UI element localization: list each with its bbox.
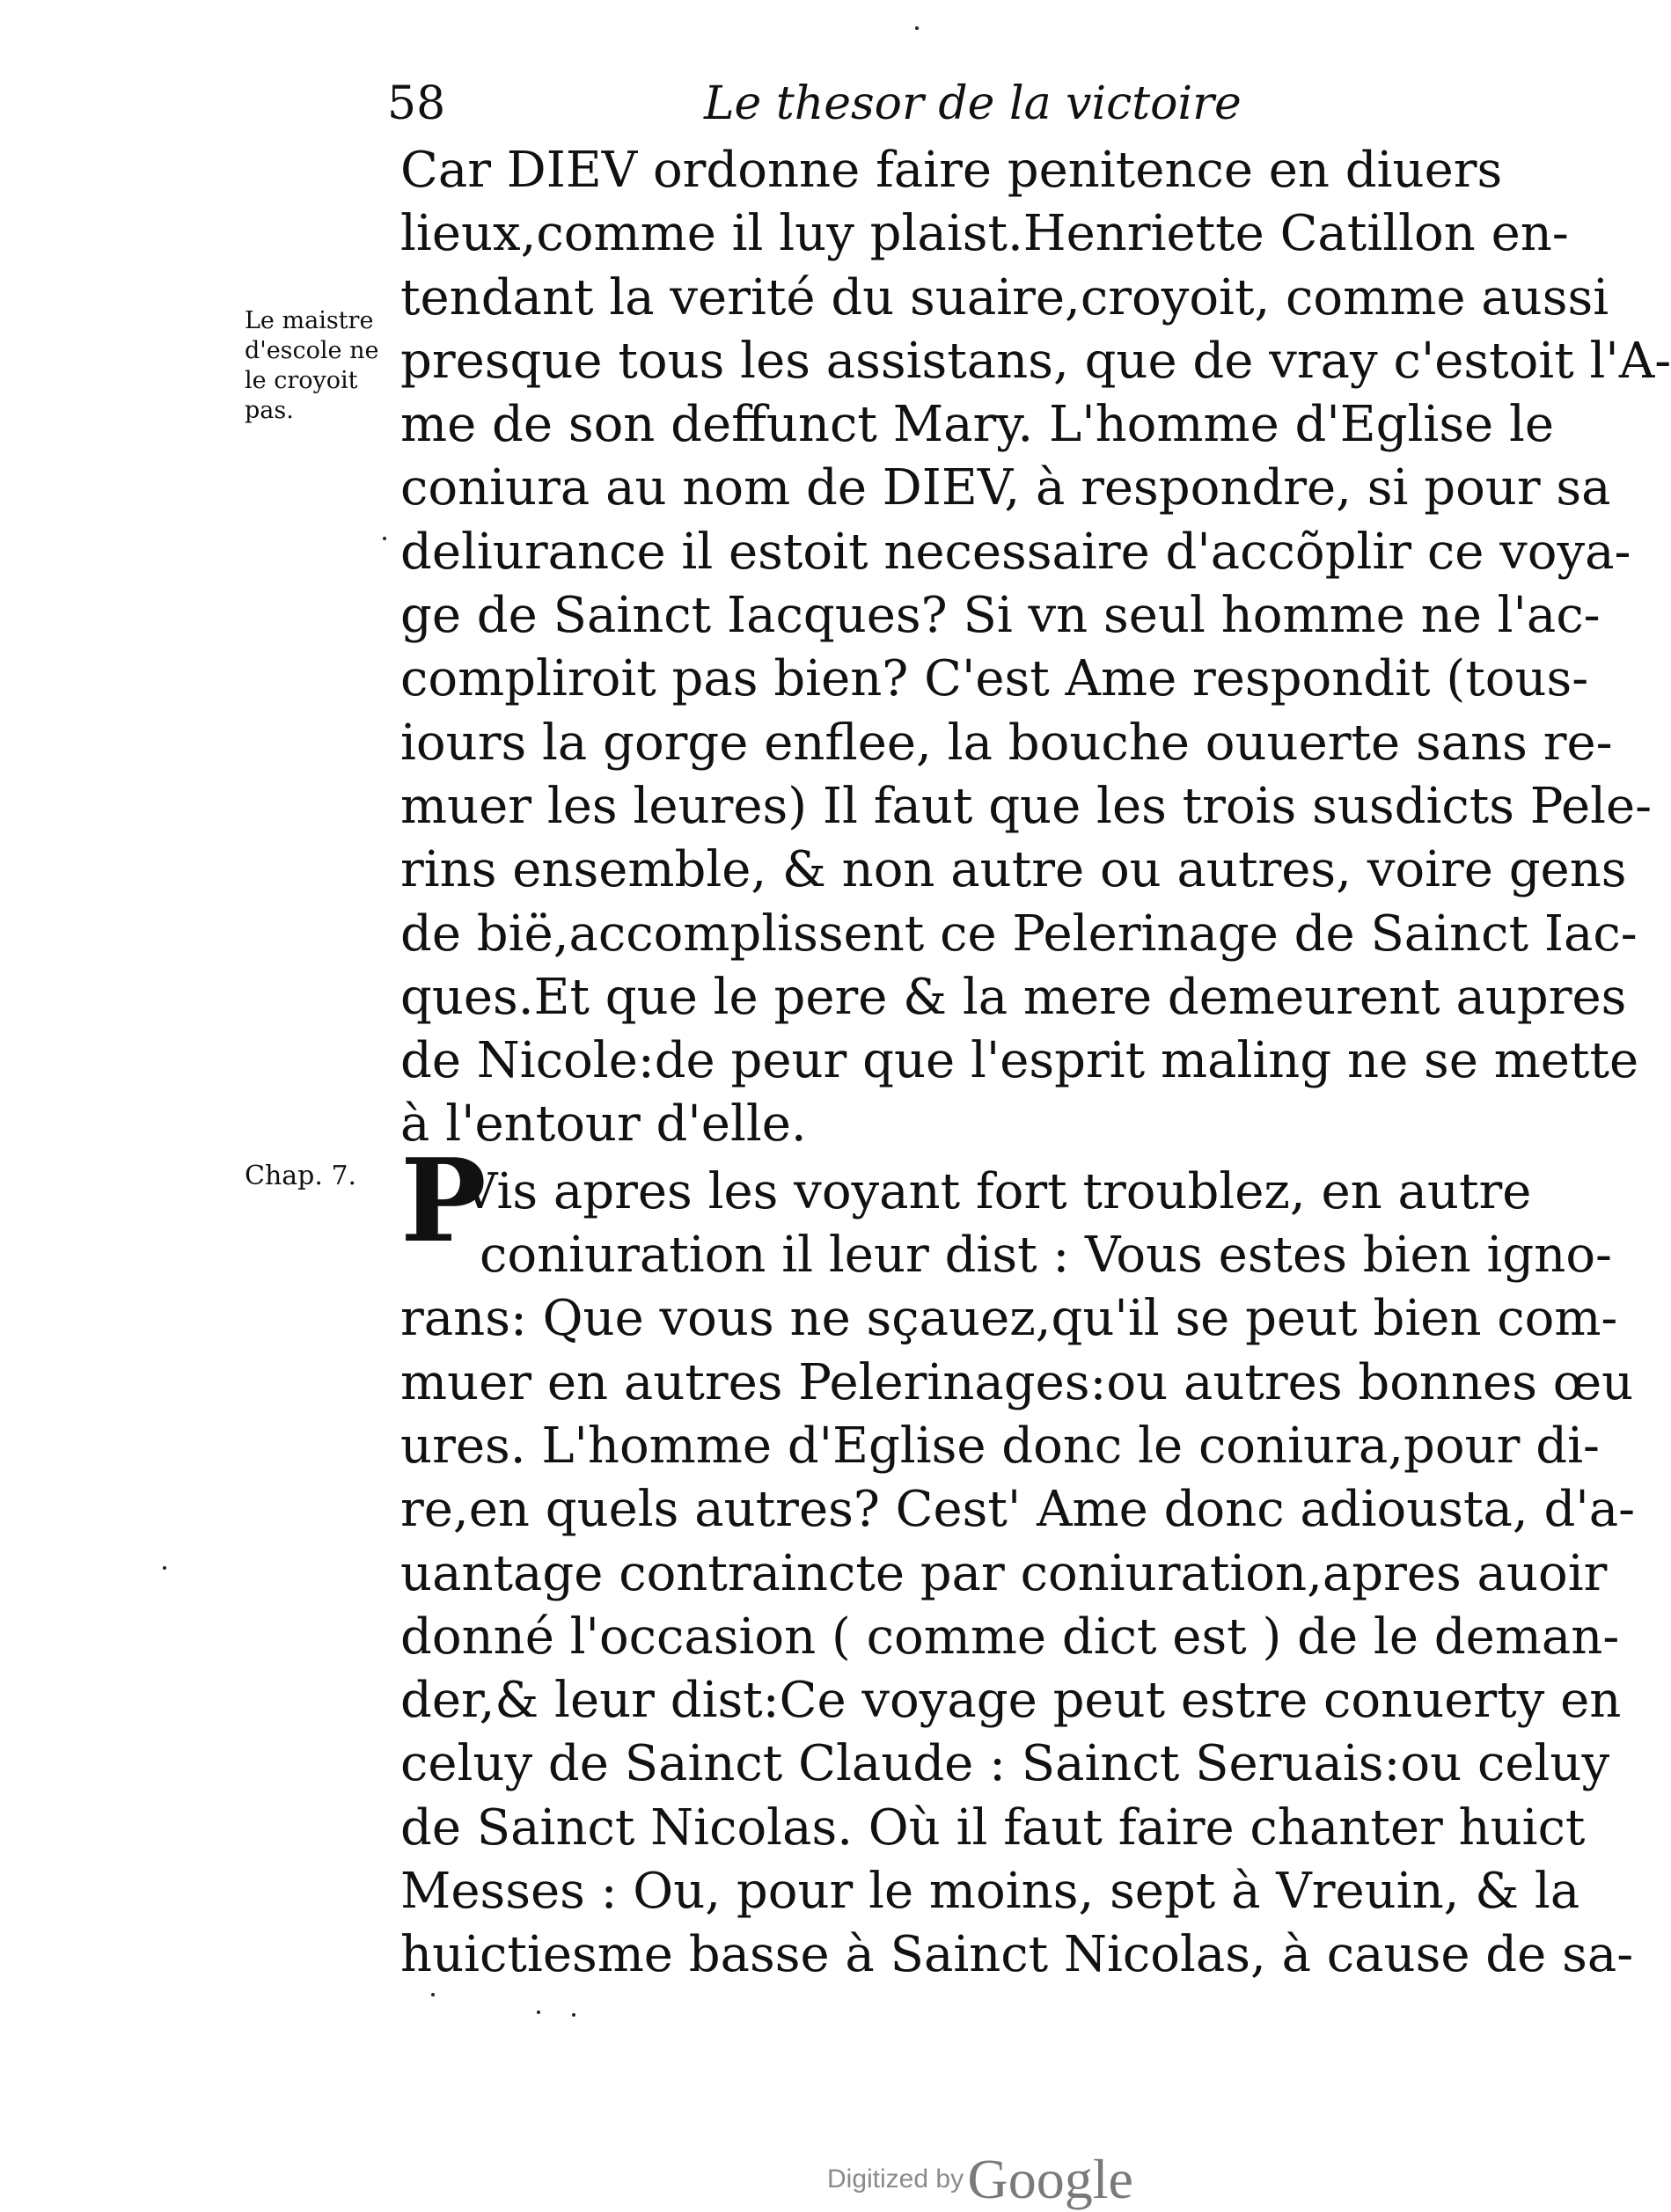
body-text xyxy=(400,139,1671,1988)
text-line: tendant la verité du suaire,croyoit, comme aussi xyxy=(400,268,1609,326)
text-line: Messes : Ou, pour le moins, sept à Vreuin, & la xyxy=(400,1863,1580,1921)
text-line: de bië,accomplissent ce Pelerinage de Sainct Iac- xyxy=(400,905,1638,963)
text-line: lieux,comme il luy plaist.Henriette Catillon en- xyxy=(400,205,1569,263)
text-line: coniuration il leur dist : Vous estes bien igno- xyxy=(480,1227,1612,1285)
digitized-by-label: Digitized by xyxy=(827,2164,964,2194)
ink-speck xyxy=(431,1993,435,1996)
text-line: huictiesme basse à Sainct Nicolas, à cause de sa- xyxy=(400,1926,1634,1984)
margin-note-chapter: Chap. 7. xyxy=(245,1161,357,1191)
text-line: ques.Et que le pere & la mere demeurent aupres xyxy=(400,968,1627,1026)
ink-speck xyxy=(383,537,386,540)
ink-speck xyxy=(915,26,919,30)
text-line: ge de Sainct Iacques? Si vn seul homme ne l'ac- xyxy=(400,587,1601,645)
ink-speck xyxy=(537,2011,540,2014)
ink-speck xyxy=(163,1566,166,1570)
text-line: muer les leures) Il faut que les trois susdicts Pele- xyxy=(400,777,1653,835)
text-line: donné l'occasion ( comme dict est ) de le deman- xyxy=(400,1608,1620,1666)
page-number: 58 xyxy=(387,77,446,130)
text-line: uantage contraincte par coniuration,apres auoir xyxy=(400,1544,1608,1602)
text-line: de Nicole:de peur que l'esprit maling ne se mette xyxy=(400,1032,1639,1090)
text-line: compliroit pas bien? C'est Ame respondit (tous- xyxy=(400,650,1589,708)
text-line: rans: Que vous ne sçauez,qu'il se peut bien com- xyxy=(400,1290,1618,1348)
text-line: Car DIEV ordonne faire penitence en diuers xyxy=(400,142,1503,199)
text-line: ures. L'homme d'Eglise donc le coniura,pour di- xyxy=(400,1417,1600,1475)
margin-note: Le maistre d'escole ne le croyoit pas. xyxy=(245,307,379,424)
drop-cap: P xyxy=(400,1133,487,1268)
text-line: coniura au nom de DIEV, à respondre, si pour sa xyxy=(400,459,1611,517)
google-logo: Google xyxy=(967,2148,1133,2210)
text-line: Vis apres les voyant fort troublez, en autre xyxy=(462,1162,1532,1220)
text-line: der,& leur dist:Ce voyage peut estre conuerty en xyxy=(400,1672,1622,1730)
text-line: à l'entour d'elle. xyxy=(400,1095,807,1154)
ink-speck xyxy=(572,2013,575,2017)
text-line: rins ensemble, & non autre ou autres, voire gens xyxy=(400,841,1627,899)
running-title: Le thesor de la victoire xyxy=(704,77,1242,130)
text-line: de Sainct Nicolas. Où il faut faire chanter huict xyxy=(400,1798,1586,1857)
page-header xyxy=(387,69,1250,139)
digitized-by-google-watermark xyxy=(827,2147,1133,2212)
text-line: presque tous les assistans, que de vray c'estoit l'A- xyxy=(400,332,1671,390)
text-line: deliurance il estoit necessaire d'accõplir ce voya- xyxy=(400,523,1631,581)
text-line: muer en autres Pelerinages:ou autres bonnes œu xyxy=(400,1353,1634,1411)
text-line: celuy de Sainct Claude : Sainct Seruais:ou celuy xyxy=(400,1735,1610,1793)
text-line: iours la gorge enflee, la bouche ouuerte sans re- xyxy=(400,714,1613,772)
text-line: re,en quels autres? Cest' Ame donc adiousta, d'a- xyxy=(400,1481,1636,1539)
text-line: me de son deffunct Mary. L'homme d'Eglise le xyxy=(400,396,1555,454)
